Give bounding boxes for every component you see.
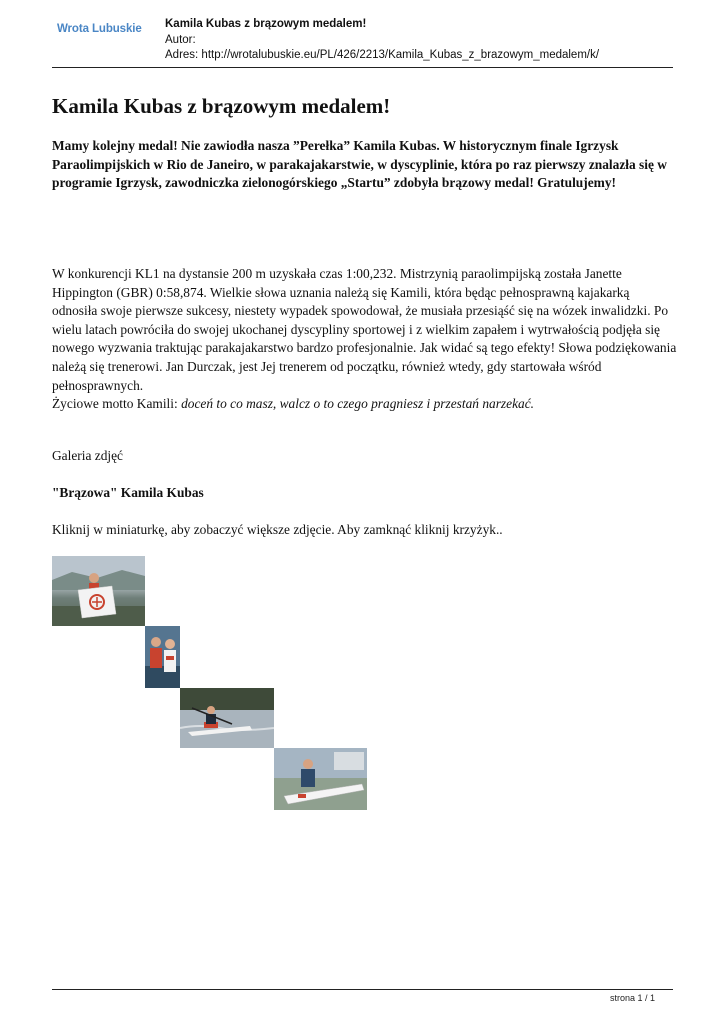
article-body-text: W konkurencji KL1 na dystansie 200 m uzyskała czas 1:00,232. Mistrzynią paraolimpijską została Janette Hippington (GBR) 0:58,874. Wielkie słowa uznania należą się Kamili, która będąc pełnosprawną kajakarką odnosiła swoje pierwsze sukcesy, niestety wypadek spowodował, że musiała przesiąść się na wózek inwalidzki. Po wielu latach powróciła do swojej ukochanej dyscypliny sportowej i z wielkim zapałem i wytrwałością podjęła się nowego wyzwania traktując parakajakarstwo bardzo profesjonalnie. Jak widać są tego efekty! Słowa podziękowania należą się trenerowi. Jan Durczak, jest Jej trenerem od początku, również wtedy, gdy startowała wśród pełnosprawnych. [52,266,677,393]
header-meta [165,17,599,64]
gallery-hint: Kliknij w miniaturkę, aby zobaczyć większe zdjęcie. Aby zamknąć kliknij krzyżyk.. [52,522,503,537]
photo-athlete-with-kayak [274,748,367,810]
article-lead: Mamy kolejny medal! Nie zawiodła nasza ”Perełka” Kamila Kubas. W historycznym finale Igrzysk Paraolimpijskich w Rio de Janeiro, w parakajakarstwie, w dyscyplinie, która po raz pierwszy znalazła się w programie Igrzysk, zawodniczka zielonogórskiego „Startu” zdobyła brązowy medal! Gratulujemy! [52,138,667,190]
photo-athlete-with-flag [52,556,145,626]
gallery-thumbnail-4[interactable] [274,748,367,810]
header-author: Autor: [165,33,196,46]
gallery-thumbnail-2[interactable] [145,626,180,688]
page-footer [52,989,673,1003]
photo-athlete-portrait [145,626,180,688]
article-motto [52,395,677,414]
gallery-label: Galeria zdjęć [52,448,123,463]
article-title: Kamila Kubas z brązowym medalem! [52,94,391,118]
site-logo[interactable]: Wrota Lubuskie [57,23,142,35]
gallery-thumbnail-3[interactable] [180,688,274,748]
photo-kayak-on-water [180,688,274,748]
article-body [52,265,677,414]
header-address[interactable]: Adres: http://wrotalubuskie.eu/PL/426/2213/Kamila_Kubas_z_brazowym_medalem/k/ [165,49,600,61]
page-header [52,14,673,68]
gallery-thumbnail-1[interactable] [52,556,145,626]
page-number: strona 1 / 1 [609,993,655,1003]
gallery-name: "Brązowa" Kamila Kubas [52,485,204,500]
motto-label: Życiowe motto Kamili: [52,396,182,412]
header-title: Kamila Kubas z brązowym medalem! [165,18,367,30]
motto-text: doceń to co masz, walcz o to czego pragniesz i przestań narzekać. [181,396,535,412]
